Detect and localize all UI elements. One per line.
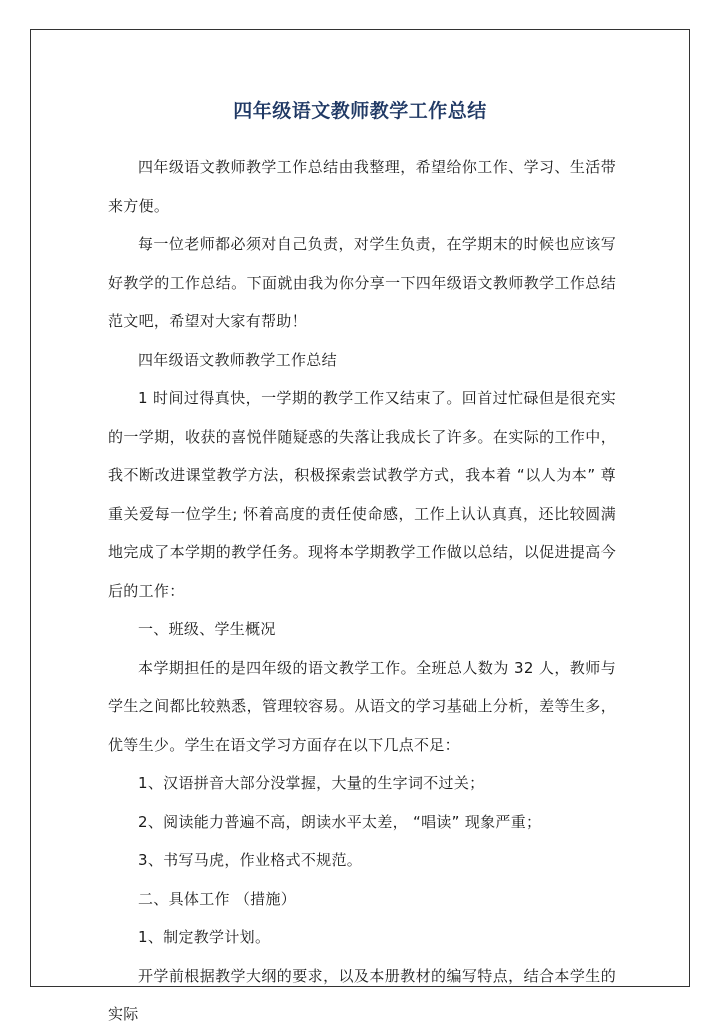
section-heading: 四年级语文教师教学工作总结	[138, 350, 337, 369]
document-title: 四年级语文教师教学工作总结	[233, 100, 487, 122]
list-item-writing: 3、书写马虎，作业格式不规范。	[138, 851, 363, 869]
list-item-pinyin: 1、汉语拼音大部分没掌握，大量的生字词不过关；	[138, 774, 485, 792]
document-body	[108, 148, 616, 1034]
subheading-class-overview: 一、班级、学生概况	[138, 620, 276, 638]
paragraph-intro: 四年级语文教师教学工作总结由我整理，希望给你工作、学习、生活带来方便。	[108, 158, 616, 215]
subheading-measures: 二、具体工作 （措施）	[138, 889, 297, 908]
paragraph-class-situation: 本学期担任的是四年级的语文教学工作。全班总人数为 32 人，教师与学生之间都比较熟悉，管理较容易。从语文的学习基础上分析，差等生多，优等生少。学生在语文学习方面存在以下几点不足：	[108, 658, 616, 754]
list-item-plan: 1、制定教学计划。	[138, 928, 271, 946]
paragraph-overview: 1 时间过得真快，一学期的教学工作又结束了。回首过忙碌但是很充实的一学期，收获的喜悦伴随疑惑的失落让我成长了许多。在实际的工作中，我不断改进课堂教学方法，积极探索尝试教学方式，我本着 “以人为本” 尊重关爱每一位学生; 怀着高度的责任使命感，工作上认认真真，还比较圆满地完成了本学期的教学任务。现将本学期教学工作做以总结，以促进提高今后的工作：	[108, 389, 616, 600]
paragraph-purpose: 每一位老师都必须对自己负责，对学生负责，在学期末的时候也应该写好教学的工作总结。下面就由我为你分享一下四年级语文教师教学工作总结范文吧，希望对大家有帮助！	[108, 235, 616, 330]
paragraph-plan-detail: 开学前根据教学大纲的要求，以及本册教材的编写特点，结合本学生的实际	[108, 966, 616, 1023]
list-item-reading: 2、阅读能力普遍不高，朗读水平太差， “唱读” 现象严重；	[138, 812, 542, 831]
